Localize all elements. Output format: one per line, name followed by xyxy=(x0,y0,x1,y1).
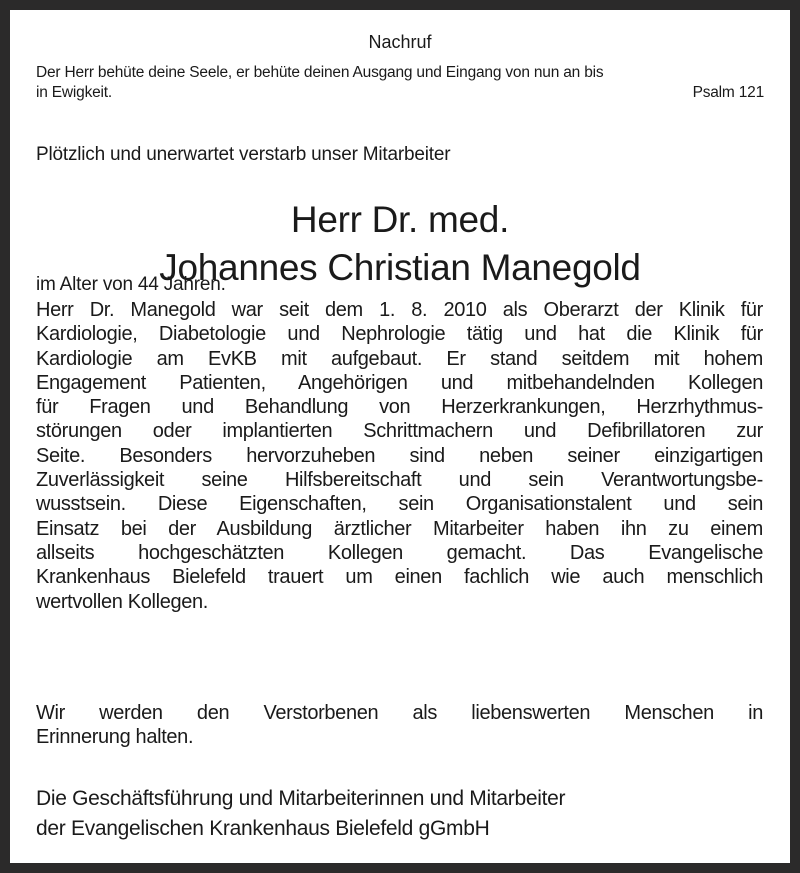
signature-line-1: Die Geschäftsführung und Mitarbeiterinnen und Mitarbeiter xyxy=(36,787,566,810)
text-line: Kardiologie am EvKB mit aufgebaut. Er stand seitdem mit hohem xyxy=(36,347,763,370)
closing-text xyxy=(36,701,763,750)
text-line: Krankenhaus Bielefeld trauert um einen fachlich wie auch menschlich xyxy=(36,566,763,589)
text-line: störungen oder implantierten Schrittmachern und Defibrillatoren zur xyxy=(36,420,763,443)
text-line: wusstsein. Diese Eigenschaften, sein Organisationstalent und sein xyxy=(36,493,763,516)
text-line: Herr Dr. Manegold war seit dem 1. 8. 2010 als Oberarzt der Klinik für xyxy=(36,299,763,321)
text-line: Engagement Patienten, Angehörigen und mitbehandelnden Kollegen xyxy=(36,371,763,394)
text-line: allseits hochgeschätzten Kollegen gemacht. Das Evangelische xyxy=(36,541,763,564)
obituary-notice xyxy=(10,10,790,863)
text-line: Kardiologie, Diabetologie und Nephrologie tätig und hat die Klinik für xyxy=(36,323,763,346)
psalm-quote xyxy=(36,63,764,103)
body-text xyxy=(36,298,763,614)
psalm-line-2: in Ewigkeit. xyxy=(36,84,112,101)
text-line: Seite. Besonders hervorzuheben sind neben seiner einzigartigen xyxy=(36,444,763,467)
text-line: Zuverlässigkeit seine Hilfsbereitschaft und sein Verantwortungsbe- xyxy=(36,469,763,492)
text-line: Einsatz bei der Ausbildung ärztlicher Mitarbeiter haben ihn zu einem xyxy=(36,517,763,540)
psalm-source: Psalm 121 xyxy=(692,84,764,101)
name-title: Herr Dr. med. xyxy=(290,199,510,240)
age-text: im Alter von 44 Jahren. xyxy=(36,274,226,295)
signature xyxy=(36,784,565,844)
signature-line-2: der Evangelischen Krankenhaus Bielefeld gGmbH xyxy=(36,817,490,840)
text-line: Erinnerung halten. xyxy=(36,726,194,749)
psalm-line-1: Der Herr behüte deine Seele, er behüte deinen Ausgang und Eingang von nun an bis xyxy=(36,64,604,81)
notice-title: Nachruf xyxy=(368,32,432,52)
text-line: für Fragen und Behandlung von Herzerkrankungen, Herzrhythmus- xyxy=(36,396,763,419)
text-line: wertvollen Kollegen. xyxy=(36,590,208,613)
intro-text: Plötzlich und unerwartet verstarb unser Mitarbeiter xyxy=(36,144,451,165)
name-full: Johannes Christian Manegold xyxy=(159,247,641,288)
text-line: Wir werden den Verstorbenen als liebenswerten Menschen in xyxy=(36,702,763,724)
